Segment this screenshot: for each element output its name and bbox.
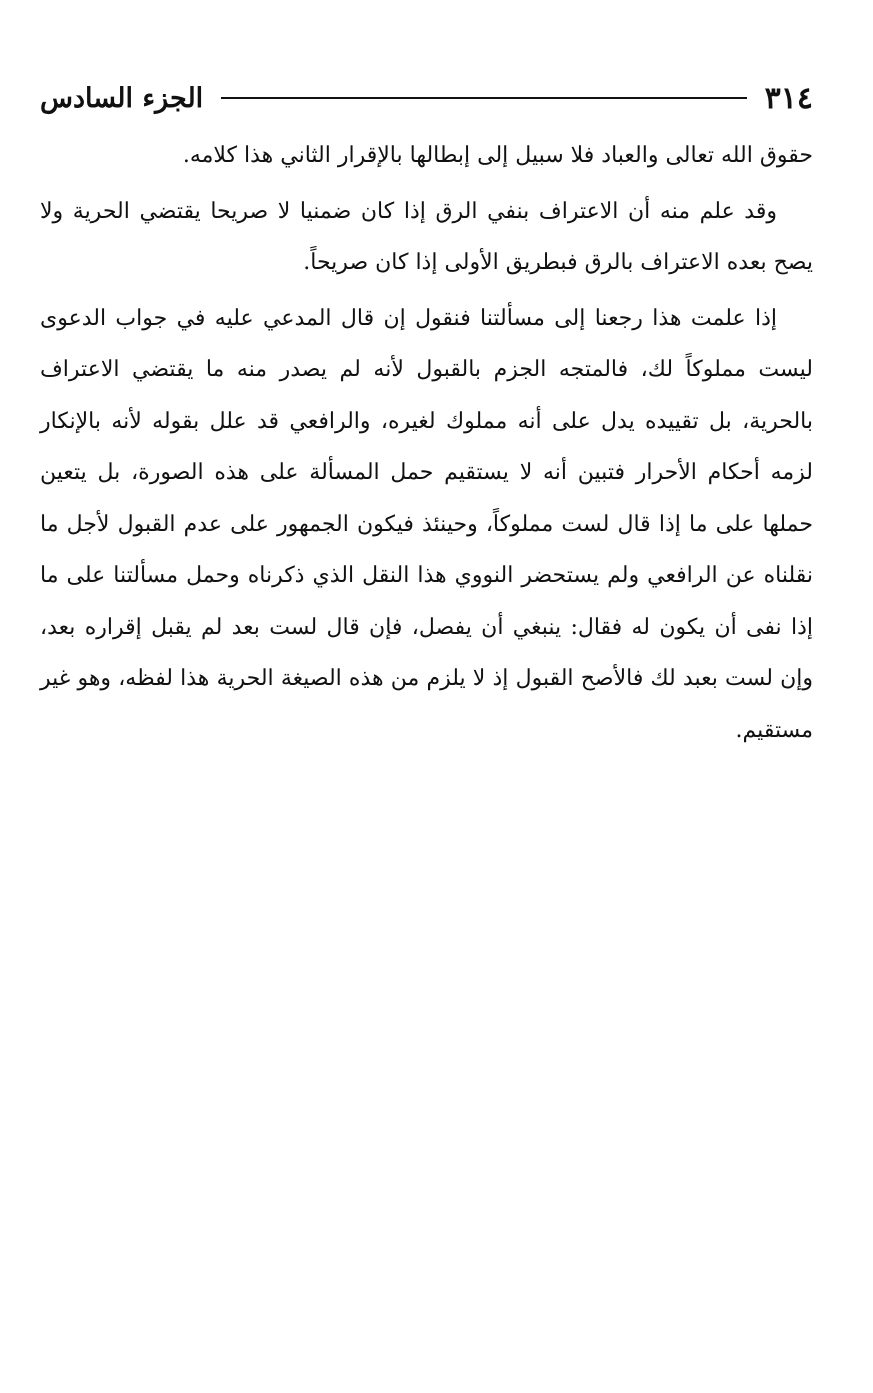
paragraph-2: وقد علم منه أن الاعتراف بنفي الرق إذا كان ضمنيا لا صريحا يقتضي الحرية ولا يصح بعده الاعتراف بالرق فبطريق الأولى إذا كان صريحاً. [40, 198, 813, 275]
paragraph-3: إذا علمت هذا رجعنا إلى مسألتنا فنقول إن قال المدعي عليه في جواب الدعوى ليست مملوكاً لك، فالمتجه الجزم بالقبول لأنه لم يصدر منه ما يقتضي الاعتراف بالحرية، بل تقييده يدل على أنه مملوك لغيره، والرافعي قد علل بقوله لأنه بالإنكار لزمه أحكام الأحرار فتبين أنه لا يستقيم حمل المسألة على هذه الصورة، بل يتعين حملها على ما إذا قال لست مملوكاً، وحينئذ فيكون الجمهور على عدم القبول لأجل ما نقلناه عن الرافعي ولم يستحضر النووي هذا النقل الذي ذكرناه وحمل مسألتنا على ما إذا نفى أن يكون له فقال: ينبغي أن يفصل، فإن قال لست بعد لم يقبل إقراره بعد، وإن لست بعبد لك فالأصح القبول إذ لا يلزم من هذه الصيغة الحرية هذا لفظه، وهو غير مستقيم. [40, 305, 813, 743]
body-text [40, 130, 813, 756]
paragraph-1: حقوق الله تعالى والعباد فلا سبيل إلى إبطالها بالإقرار الثاني هذا كلامه. [182, 143, 813, 168]
running-title: الجزء السادس [40, 82, 204, 114]
page-header [40, 76, 813, 120]
header-rule [221, 97, 746, 99]
page-number: ٣١٤ [764, 80, 813, 116]
